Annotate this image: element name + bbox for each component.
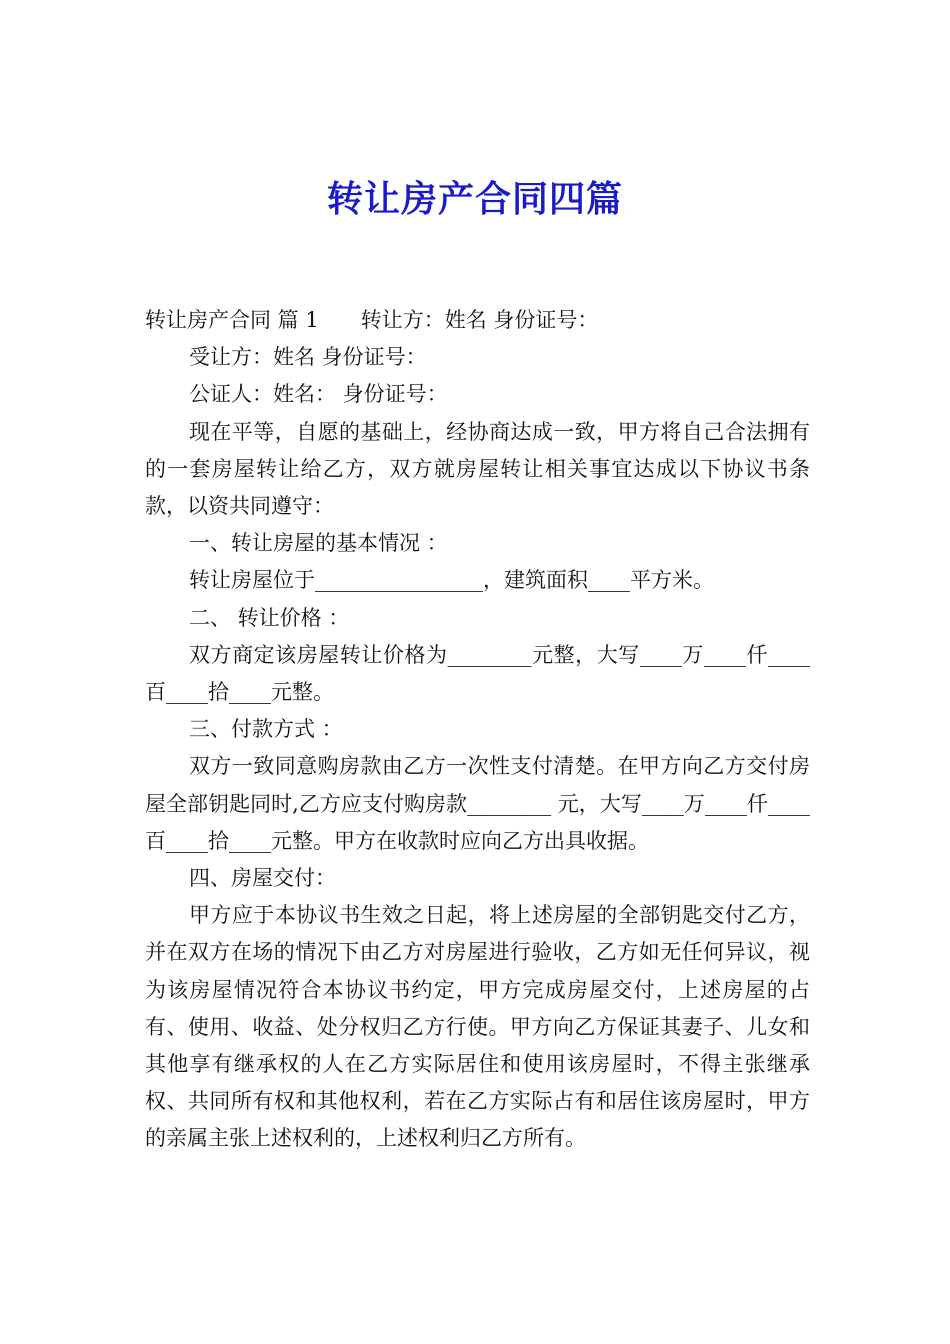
- payment-paragraph: 双方一致同意购房款由乙方一次性支付清楚。在甲方向乙方交付房屋全部钥匙同时,乙方应支付购房款________ 元，大写____万____仟____百____拾____元整。甲方在收款时应向乙方出具收据。: [145, 754, 810, 853]
- price-paragraph: 双方商定该房屋转让价格为________元整，大写____万____仟____百____拾____元整。: [145, 642, 810, 705]
- section-heading-3: 三、付款方式 ：: [189, 717, 343, 742]
- transferor-line: 转让方：姓名 身份证号：: [360, 308, 599, 332]
- document-body: [145, 302, 810, 1158]
- property-location-paragraph: 转让房屋位于________________，建筑面积____平方米。: [189, 568, 714, 593]
- contract-label: 转让房产合同 篇 1: [145, 308, 319, 332]
- notary-line: 公证人：姓名： 身份证号：: [189, 382, 448, 407]
- section-heading-4: 四、房屋交付：: [189, 866, 336, 891]
- transferee-line: 受让方：姓名 身份证号：: [189, 345, 427, 370]
- contract-header-line: [145, 302, 810, 339]
- document-title: 转让房产合同四篇: [326, 179, 623, 220]
- delivery-paragraph: 甲方应于本协议书生效之日起，将上述房屋的全部钥匙交付乙方，并在双方在场的情况下由乙方对房屋进行验收，乙方如无任何异议，视为该房屋情况符合本协议书约定，甲方完成房屋交付，上述房屋的占有、使用、收益、处分权归乙方行使。甲方向乙方保证其妻子、儿女和其他享有继承权的人在乙方实际居住和使用该房屋时，不得主张继承权、共同所有权和其他权利，若在乙方实际占有和居住该房屋时，甲方的亲属主张上述权利的，上述权利归乙方所有。: [145, 903, 810, 1151]
- preamble-paragraph: 现在平等，自愿的基础上，经协商达成一致，甲方将自己合法拥有的一套房屋转让给乙方，双方就房屋转让相关事宜达成以下协议书条款，以资共同遵守：: [145, 419, 810, 519]
- section-heading-2: 二、 转让价格 ：: [189, 605, 350, 630]
- section-heading-1: 一、转让房屋的基本情况 ：: [189, 531, 448, 556]
